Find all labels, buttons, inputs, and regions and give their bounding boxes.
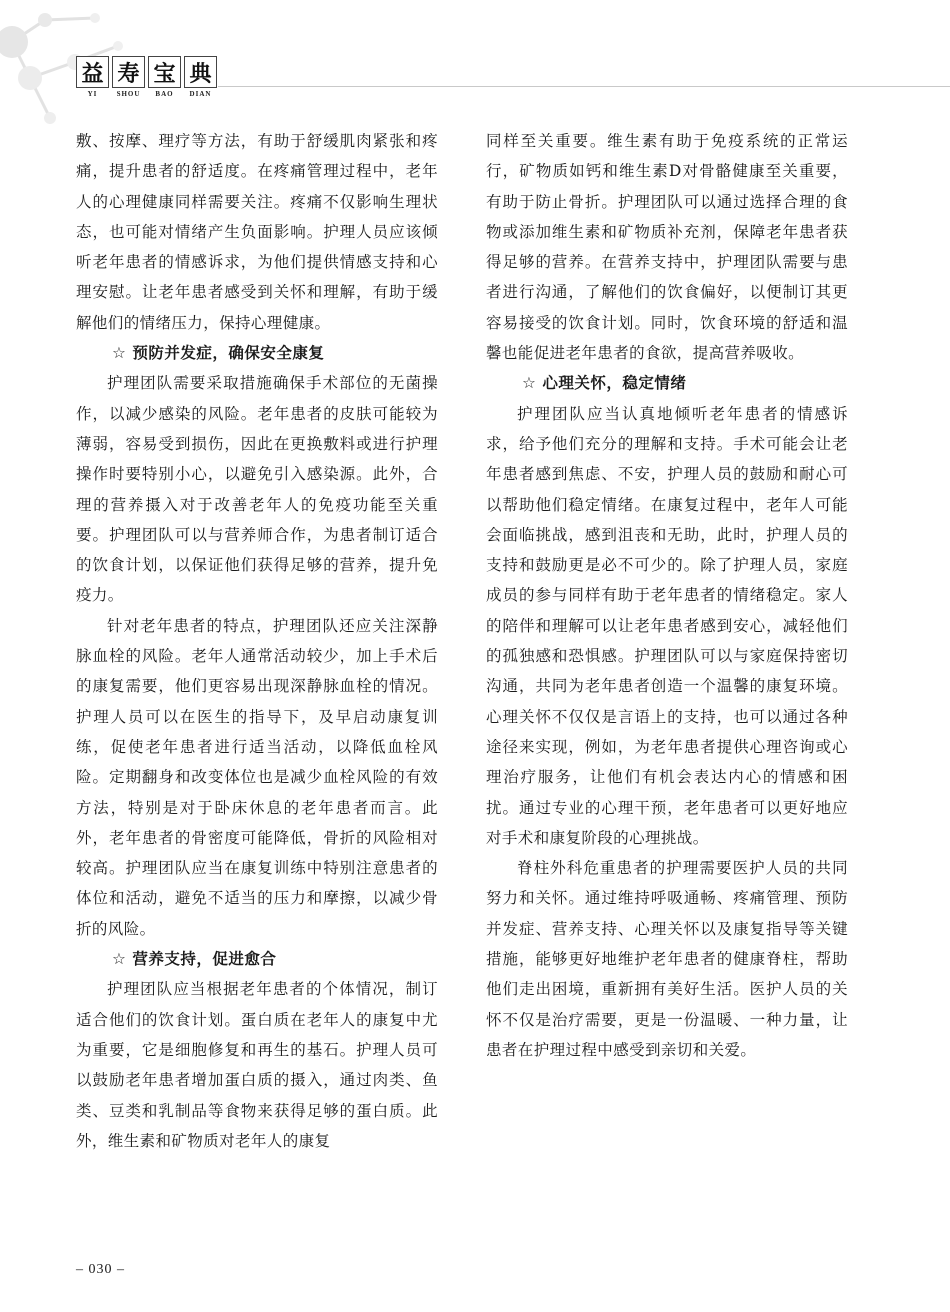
logo-pinyin (76, 90, 217, 98)
section-heading-text: 心理关怀，稳定情绪 (542, 374, 687, 393)
section-heading-text: 预防并发症，确保安全康复 (132, 344, 325, 363)
section-heading (76, 944, 438, 974)
logo-pinyin-syllable: YI (87, 90, 98, 98)
section-heading-text: 营养支持，促进愈合 (132, 950, 277, 969)
section-heading (76, 338, 438, 368)
body-paragraph: 护理团队应当认真地倾听老年患者的情感诉求，给予他们充分的理解和支持。手术可能会让老年患者感到焦虑、不安，护理人员的鼓励和耐心可以帮助他们稳定情绪。在康复过程中，老年人可能会面临挑战，感到沮丧和无助，此时，护理人员的支持和鼓励更是必不可少的。除了护理人员，家庭成员的参与同样有助于老年患者的情绪稳定。家人的陪伴和理解可以让老年患者感到安心，减轻他们的孤独感和恐惧感。护理团队可以与家庭保持密切沟通，共同为老年患者创造一个温馨的康复环境。心理关怀不仅仅是言语上的支持，也可以通过各种途径来实现，例如，为老年患者提供心理咨询或心理治疗服务，让他们有机会表达内心的情感和困扰。通过专业的心理干预，老年患者可以更好地应对手术和康复阶段的心理挑战。 (486, 404, 848, 847)
logo-pinyin-syllable: SHOU (116, 90, 141, 98)
page-number: – 030 – (76, 1262, 125, 1277)
body-paragraph: 敷、按摩、理疗等方法，有助于舒缓肌肉紧张和疼痛，提升患者的舒适度。在疼痛管理过程中，老年人的心理健康同样需要关注。疼痛不仅影响生理状态，也可能对情绪产生负面影响。护理人员应该倾听老年患者的情感诉求，为他们提供情感支持和心理安慰。让老年患者感受到关怀和理解，有助于缓解他们的情绪压力，保持心理健康。 (76, 132, 438, 332)
journal-logo (76, 56, 217, 98)
logo-pinyin-syllable: DIAN (189, 90, 212, 98)
right-column (486, 126, 848, 1065)
body-paragraph: 脊柱外科危重患者的护理需要医护人员的共同努力和关怀。通过维持呼吸通畅、疼痛管理、预防并发症、营养支持、心理关怀以及康复指导等关键措施，能够更好地维护老年患者的健康脊柱，帮助他们走出困境，重新拥有美好生活。医护人员的关怀不仅是治疗需要，更是一份温暖、一种力量，让患者在护理过程中感受到亲切和关爱。 (486, 859, 848, 1059)
body-paragraph: 针对老年患者的特点，护理团队还应关注深静脉血栓的风险。老年人通常活动较少，加上手术后的康复需要，他们更容易出现深静脉血栓的情况。护理人员可以在医生的指导下，及早启动康复训练，促使老年患者进行适当活动，以降低血栓风险。定期翻身和改变体位也是减少血栓风险的有效方法，特别是对于卧床休息的老年患者而言。此外，老年患者的骨密度可能降低，骨折的风险相对较高。护理团队应当在康复训练中特别注意患者的体位和活动，避免不适当的压力和摩擦，以减少骨折的风险。 (76, 616, 438, 938)
body-paragraph: 护理团队应当根据老年患者的个体情况，制订适合他们的饮食计划。蛋白质在老年人的康复中尤为重要，它是细胞修复和再生的基石。护理人员可以鼓励老年患者增加蛋白质的摄入，通过肉类、鱼类、豆类和乳制品等食物来获得足够的蛋白质。此外，维生素和矿物质对老年人的康复 (76, 980, 438, 1150)
logo-characters (76, 56, 217, 88)
body-paragraph: 同样至关重要。维生素有助于免疫系统的正常运行，矿物质如钙和维生素D对骨骼健康至关重要，有助于防止骨折。护理团队可以通过选择合理的食物或添加维生素和矿物质补充剂，保障老年患者获得足够的营养。在营养支持中，护理团队需要与患者进行沟通，了解他们的饮食偏好，以便制订其更容易接受的饮食计划。同时，饮食环境的舒适和温馨也能促进老年患者的食欲，提高营养吸收。 (486, 132, 848, 363)
body-paragraph: 护理团队需要采取措施确保手术部位的无菌操作，以减少感染的风险。老年患者的皮肤可能较为薄弱，容易受到损伤，因此在更换敷料或进行护理操作时要特别小心，以避免引入感染源。此外，合理的营养摄入对于改善老年人的免疫功能至关重要。护理团队可以与营养师合作，为患者制订适合的饮食计划，以保证他们获得足够的营养，提升免疫力。 (76, 374, 438, 605)
logo-char: 寿 (112, 56, 145, 88)
star-icon: ☆ (522, 374, 537, 393)
star-icon: ☆ (112, 950, 127, 969)
star-icon: ☆ (112, 344, 127, 363)
logo-pinyin-syllable: BAO (155, 90, 174, 98)
logo-char: 宝 (148, 56, 181, 88)
header-rule (218, 86, 950, 87)
logo-char: 益 (76, 56, 109, 88)
section-heading (486, 368, 848, 398)
left-column (76, 126, 438, 1156)
logo-char: 典 (184, 56, 217, 88)
